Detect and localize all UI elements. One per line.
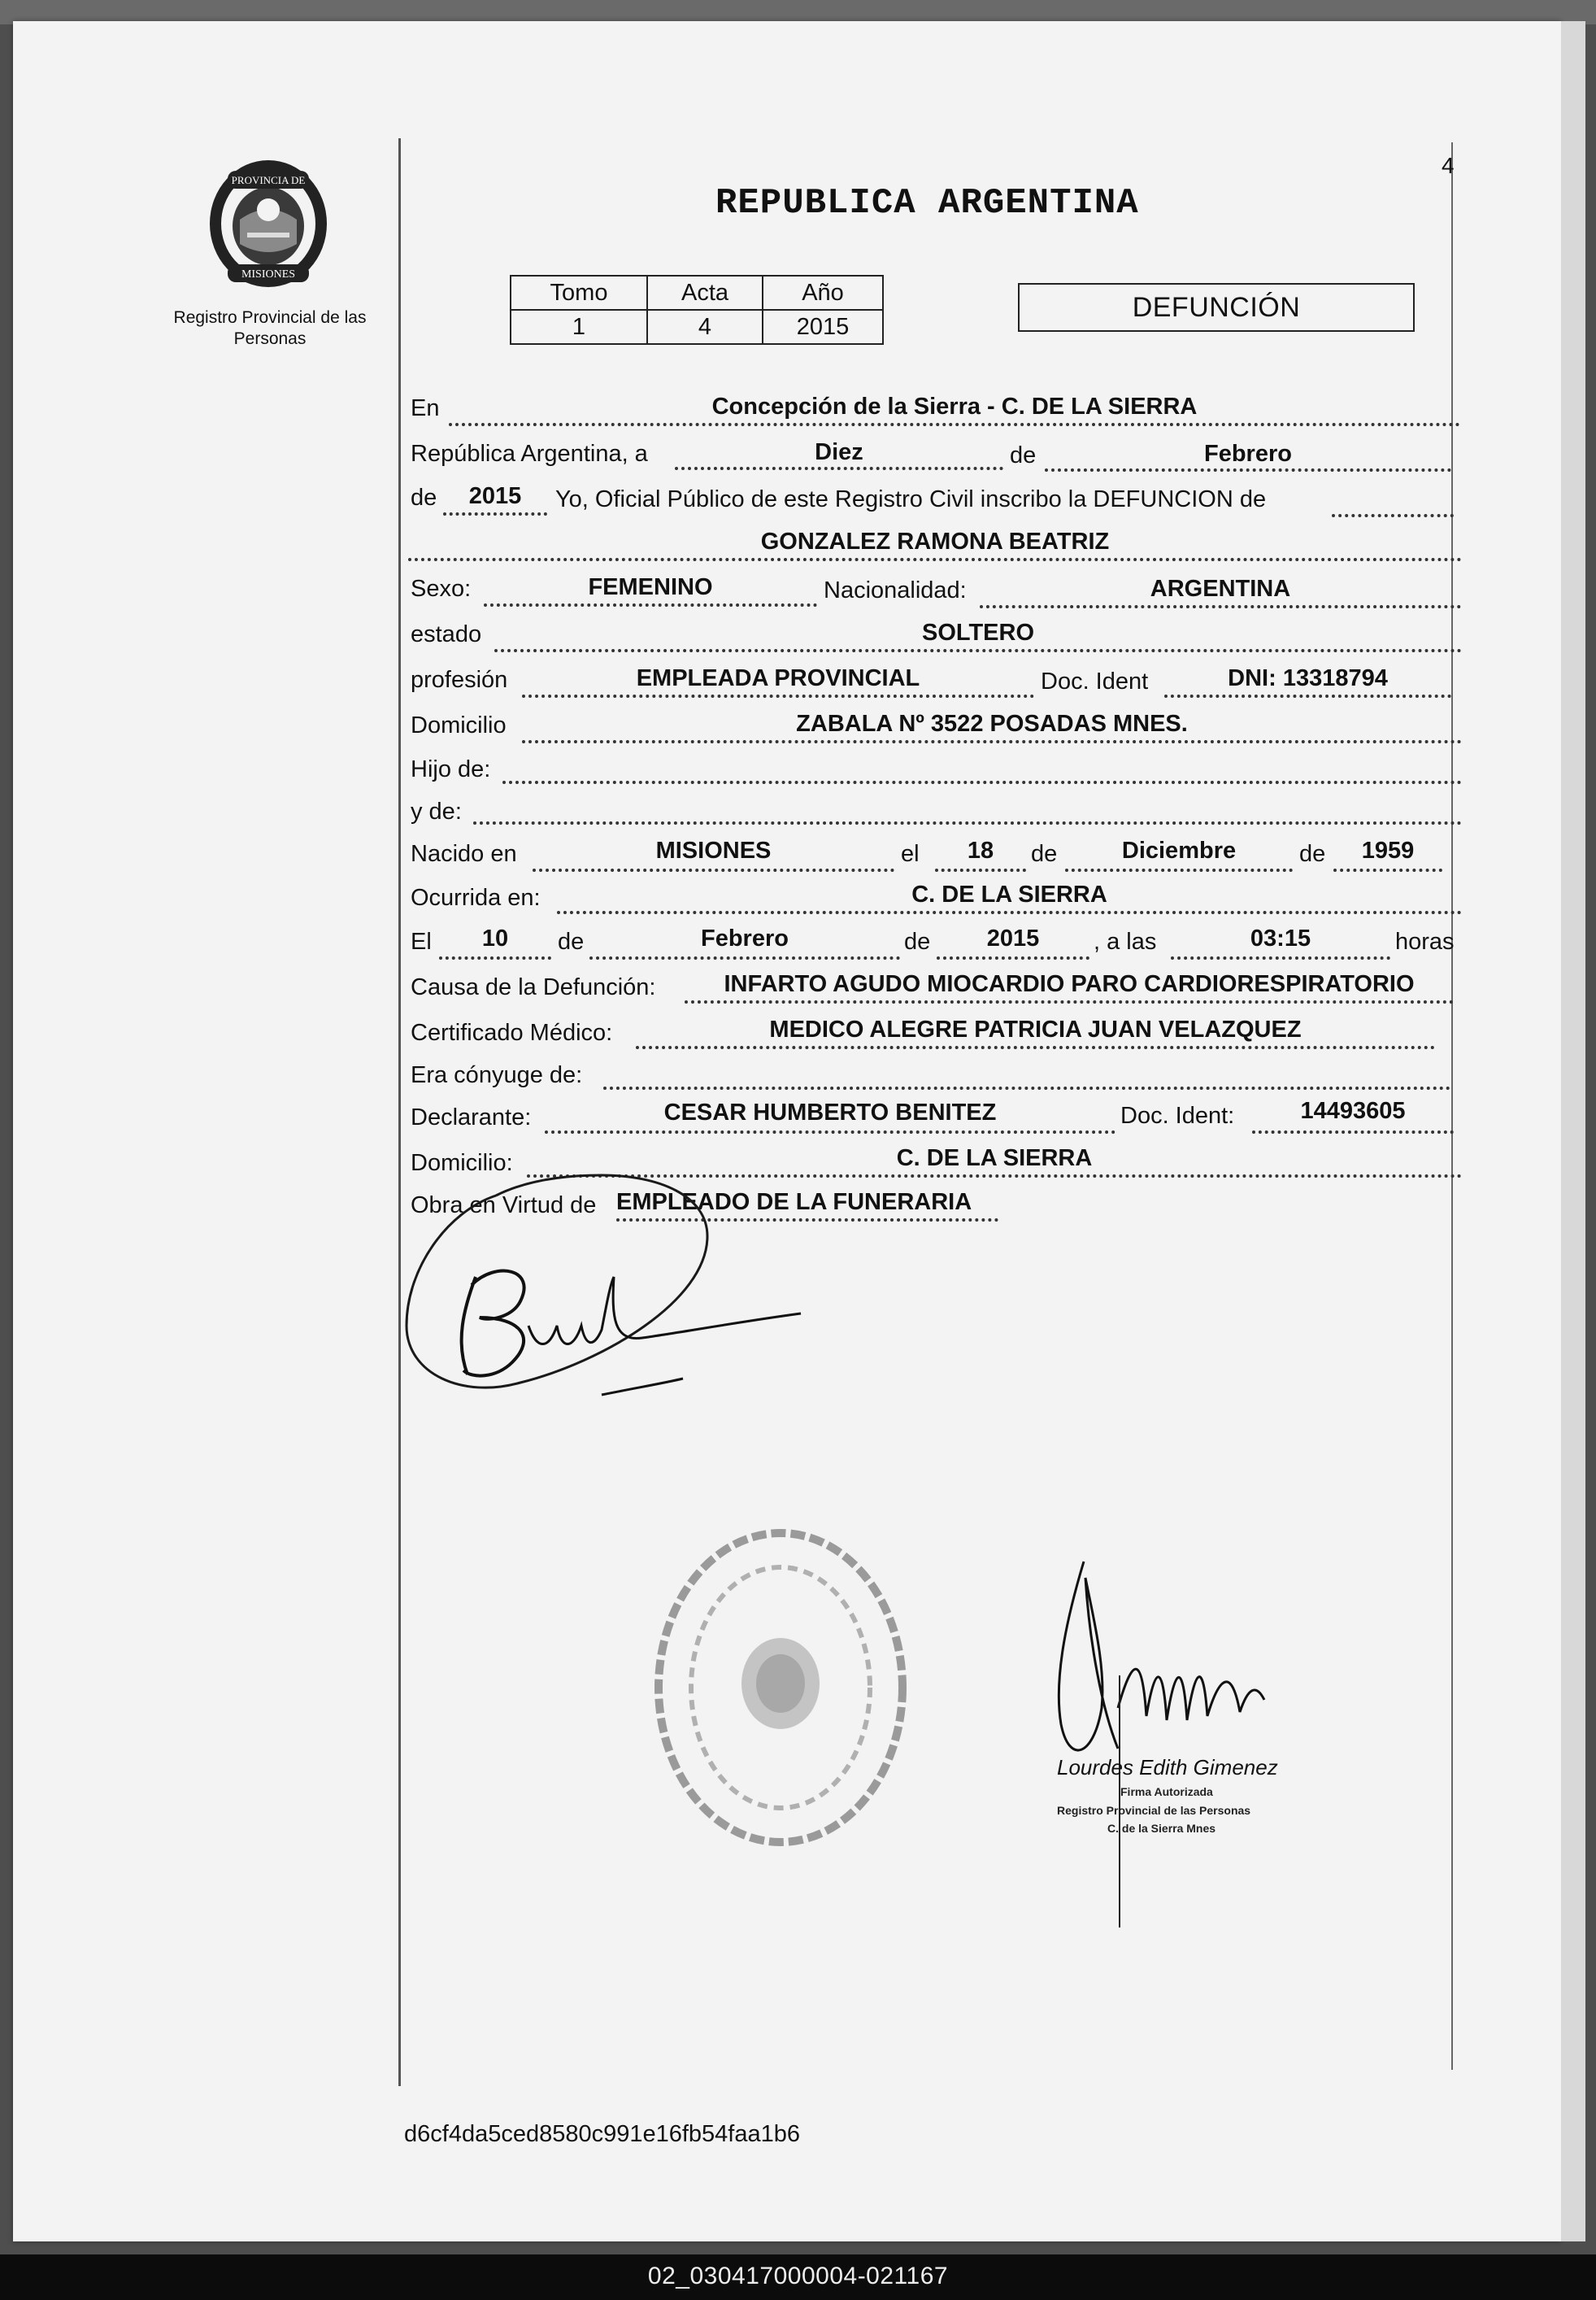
label-horas: horas (1395, 929, 1455, 955)
province-seal-logo (203, 155, 333, 293)
page-number: 4 (1442, 153, 1455, 178)
official-title: Firma Autorizada (1120, 1785, 1213, 1798)
label-domicilio: Domicilio: (411, 1150, 513, 1176)
table-header-cell: Acta (647, 276, 763, 310)
label-sexo: Sexo: (411, 576, 472, 602)
field-birth-year: 1959 (1361, 838, 1415, 864)
table-row (511, 310, 883, 344)
label-de: de (904, 929, 931, 955)
field-line (1333, 869, 1442, 872)
field-line (557, 911, 1462, 914)
field-line (636, 1046, 1435, 1049)
document-title: REPUBLICA ARGENTINA (715, 183, 1139, 224)
field-declarant-doc: 14493605 (1300, 1098, 1406, 1124)
label-domicilio: Domicilio (411, 712, 507, 738)
label-obra: Obra en Virtud de (411, 1192, 597, 1218)
field-death-time: 03:15 (1250, 926, 1311, 952)
label-en: En (411, 395, 440, 421)
svg-text:PROVINCIA DE: PROVINCIA DE (231, 174, 306, 186)
label-de: de (1031, 841, 1058, 867)
field-line (408, 558, 1462, 561)
label-certificado: Certificado Médico: (411, 1020, 613, 1046)
label-el: el (901, 841, 920, 867)
document-hash: d6cf4da5ced8580c991e16fb54faa1b6 (404, 2121, 801, 2147)
field-line (1065, 869, 1293, 872)
declarant-signature (398, 1163, 821, 1431)
field-line (937, 956, 1089, 960)
field-line (494, 649, 1462, 652)
field-line (1045, 468, 1451, 472)
field-occurred-in: C. DE LA SIERRA (911, 882, 1107, 908)
label-doc-ident: Doc. Ident (1041, 669, 1149, 695)
label-hijo-de: Hijo de: (411, 756, 491, 782)
label-estado: estado (411, 621, 482, 647)
field-birth-day: 18 (967, 838, 994, 864)
field-line (522, 740, 1462, 743)
field-line (473, 821, 1462, 825)
field-declarant-address: C. DE LA SIERRA (896, 1145, 1093, 1171)
field-year: 2015 (468, 483, 522, 509)
field-line (1164, 695, 1451, 698)
field-deceased-name: GONZALEZ RAMONA BEATRIZ (760, 529, 1110, 555)
field-line (502, 781, 1462, 784)
field-line (484, 603, 817, 607)
field-medical-certificate: MEDICO ALEGRE PATRICIA JUAN VELAZQUEZ (769, 1017, 1302, 1043)
label-yo-text: Yo, Oficial Público de este Registro Civil inscribo la DEFUNCION de (555, 486, 1267, 512)
label-de-year: de (411, 485, 437, 511)
label-ocurrida-en: Ocurrida en: (411, 885, 541, 911)
official-name: Lourdes Edith Gimenez (1057, 1755, 1278, 1779)
label-de: de (1010, 442, 1037, 468)
field-place: Concepción de la Sierra - C. DE LA SIERRA (711, 394, 1198, 420)
field-death-day: 10 (481, 926, 509, 952)
field-line (980, 605, 1461, 608)
left-margin-line (398, 138, 401, 2086)
official-stamp (646, 1521, 915, 1854)
label-profesion: profesión (411, 667, 508, 693)
table-header-cell: Año (763, 276, 883, 310)
field-profession: EMPLEADA PROVINCIAL (636, 665, 920, 691)
record-type-box: DEFUNCIÓN (1018, 283, 1415, 332)
svg-text:MISIONES: MISIONES (241, 268, 296, 281)
field-death-month: Febrero (701, 926, 789, 952)
field-line (603, 1087, 1450, 1090)
official-registry: Registro Provincial de las Personas (1057, 1804, 1251, 1817)
field-line (449, 423, 1460, 426)
field-declarant: CESAR HUMBERTO BENITEZ (663, 1100, 997, 1126)
label-conyuge: Era cónyuge de: (411, 1062, 583, 1088)
field-line (685, 1000, 1454, 1004)
field-line (533, 869, 894, 872)
table-header-row (511, 276, 883, 310)
page-edge (1561, 21, 1585, 2241)
field-line (935, 869, 1026, 872)
label-doc-ident: Doc. Ident: (1120, 1103, 1235, 1129)
table-cell: 2015 (763, 310, 883, 344)
label-republica: República Argentina, a (411, 441, 648, 467)
field-line (522, 695, 1034, 698)
register-table (510, 275, 884, 345)
field-line (589, 956, 900, 960)
table-header-cell: Tomo (511, 276, 647, 310)
field-declarant-role: EMPLEADO DE LA FUNERARIA (616, 1189, 972, 1215)
field-doc-id: DNI: 13318794 (1228, 665, 1388, 691)
label-a-las: , a las (1094, 929, 1157, 955)
label-declarante: Declarante: (411, 1104, 532, 1130)
field-line (439, 956, 551, 960)
field-line (1252, 1130, 1454, 1134)
label-de: de (558, 929, 585, 955)
label-causa: Causa de la Defunción: (411, 974, 656, 1000)
field-line (1332, 514, 1454, 517)
field-cause: INFARTO AGUDO MIOCARDIO PARO CARDIORESPIRATORIO (724, 971, 1415, 997)
field-nationality: ARGENTINA (1150, 576, 1291, 602)
label-y-de: y de: (411, 799, 462, 825)
field-line (545, 1130, 1115, 1134)
field-month-text: Febrero (1204, 441, 1292, 467)
field-birth-place: MISIONES (655, 838, 772, 864)
label-nacido-en: Nacido en (411, 841, 517, 867)
field-line (1171, 956, 1390, 960)
official-location: C. de la Sierra Mnes (1107, 1822, 1216, 1835)
field-sex: FEMENINO (588, 574, 713, 600)
label-el: El (411, 929, 432, 955)
field-address: ZABALA Nº 3522 POSADAS MNES. (796, 711, 1188, 737)
field-civil-status: SOLTERO (921, 620, 1035, 646)
field-line (675, 467, 1003, 470)
table-cell: 1 (511, 310, 647, 344)
scan-id: 02_030417000004-021167 (647, 2263, 949, 2289)
field-death-year: 2015 (986, 926, 1040, 952)
official-signature (1045, 1545, 1337, 1936)
field-birth-month: Diciembre (1121, 838, 1237, 864)
registry-caption: Registro Provincial de las Personas (173, 308, 367, 348)
field-line (443, 512, 547, 516)
label-de: de (1299, 841, 1326, 867)
table-cell: 4 (647, 310, 763, 344)
label-nacionalidad: Nacionalidad: (824, 577, 967, 603)
field-day-text: Diez (815, 439, 863, 465)
